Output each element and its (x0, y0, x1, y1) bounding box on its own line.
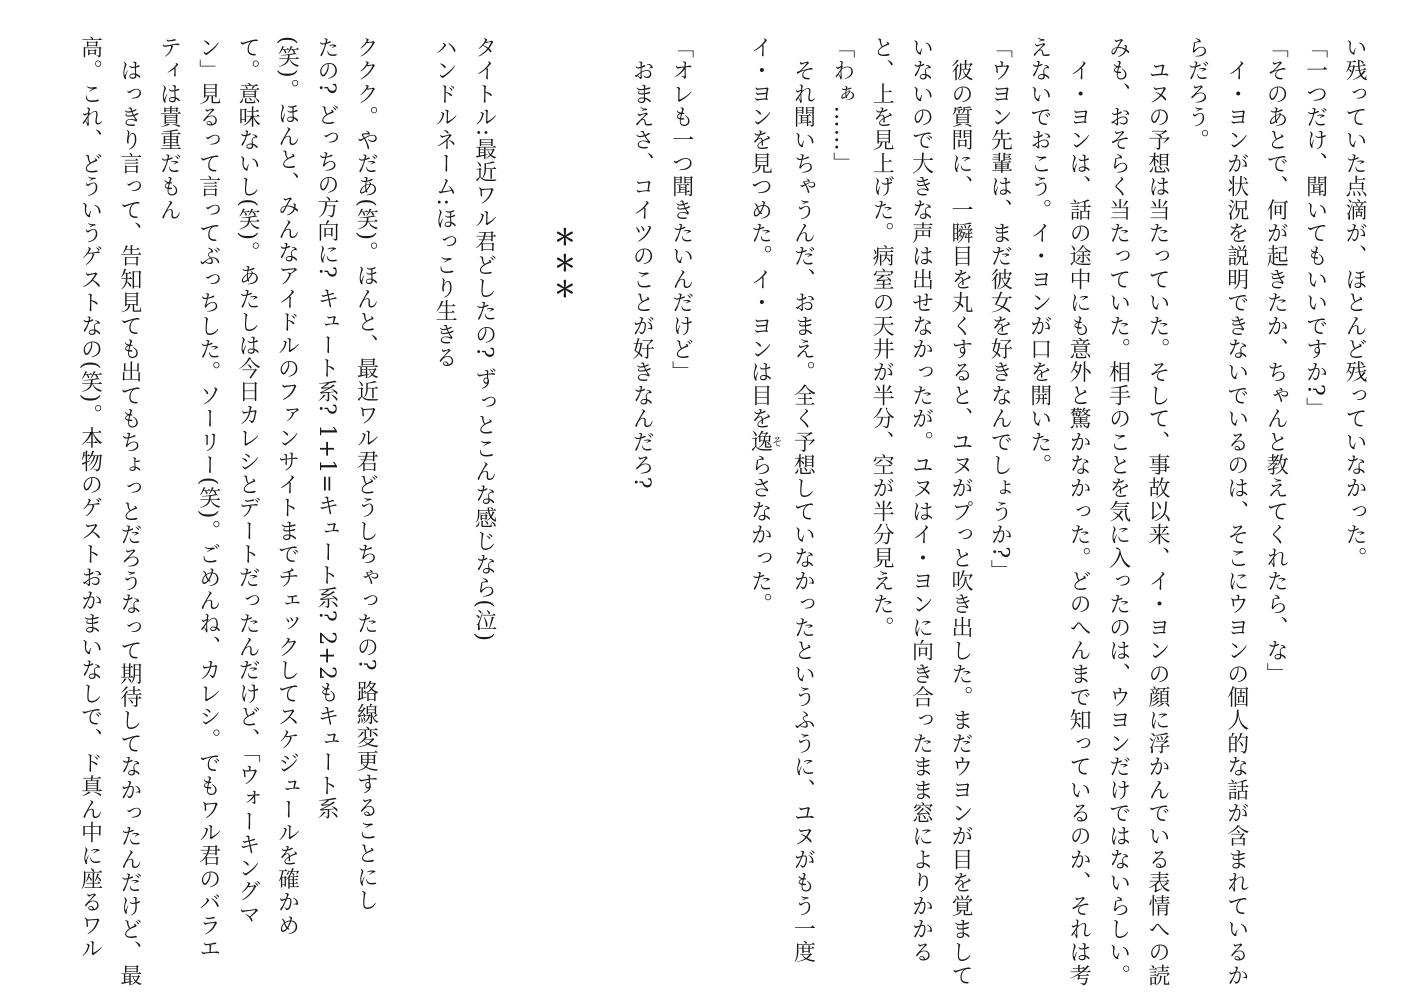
text-line-7: みも、おそらく当たっていた。相手のことを気に入ったのは、ウヨンだけではないらしい。 (1105, 36, 1131, 988)
section-separator: ＊＊＊ (550, 226, 577, 304)
text-line-12: いないので大きな声は出せなかったが。ユヌはイ・ヨンに向き合ったまま窓によりかかる (908, 36, 934, 964)
text-line-16 (740, 36, 783, 964)
text-line-16-b: らさなかった。 (747, 453, 773, 617)
post-line-6: ティは貴重だもん (156, 36, 182, 222)
text-line-8: イ・ヨンは、話の途中にも意外と驚かなかった。どのへんまで知っているのか、それは考 (1066, 36, 1092, 988)
post-line-5: ン」見るって言ってぶっちした。ソーリー(笑)。ごめんね、カレシ。でもワル君のバラエ (195, 36, 221, 961)
post-line-1: ククク。やだあ(笑)。ほんと、最近ワル君どうしちゃったの? 路線変更することにし (353, 36, 379, 912)
text-line-19: おまえさ、コイツのことが好きなんだろ? (629, 36, 655, 490)
blank-line (504, 36, 543, 964)
text-line-14: 「わぁ……」 (829, 36, 855, 176)
text-line-9: えないでおこう。イ・ヨンが口を開いた。 (1026, 36, 1052, 477)
text-line-15: それ聞いちゃうんだ、おまえ。全く予想していなかったというふうに、ユヌがもう一度 (790, 36, 816, 964)
text-line-5: らだろう。 (1184, 36, 1210, 152)
text-line-16-a: イ・ヨンを見つめた。イ・ヨンは目を (747, 36, 773, 431)
post-line-2: たの? どっちの方向に? キュート系? 1+1=キュート系? 2+2もキュート系 (313, 36, 339, 821)
post-line-4: て。意味ないし(笑)。あたしは今日カレシとデートだったんだけど、「ウォーキングマ (235, 36, 261, 927)
text-line-13: と、上を見上げた。病室の天井が半分、空が半分見えた。 (869, 36, 895, 640)
text-line-1: い残っていた点滴が、ほとんど残っていなかった。 (1342, 36, 1367, 570)
ruby-reading: そ (770, 430, 784, 454)
post-line-8: 高。これ、どういうゲストなの(笑)。本物のゲストおかまいなしで、ド真ん中に座るワル (77, 36, 103, 961)
post-line-7: はっきり言って、告知見ても出てもちょっとだろうなって期待してなかったんだけど、最 (116, 36, 142, 988)
post-title: タイトル:最近ワル君どしたの? ずっとこんな感じなら(泣) (471, 36, 497, 643)
text-line-4: イ・ヨンが状況を説明できないでいるのは、そこにウヨンの個人的な話が含まれているか (1223, 36, 1249, 988)
blank-line (582, 36, 621, 964)
blank-line (701, 36, 740, 964)
text-line-18: 「オレも一つ聞きたいんだけど」 (668, 36, 694, 384)
blank-line (385, 36, 424, 964)
post-line-3: (笑)。ほんと、みんなアイドルのファンサイトまでチェックしてスケジュールを確かめ (274, 36, 300, 938)
text-line-2: 「一つだけ、聞いてもいいですか?」 (1302, 36, 1328, 421)
text-line-6: ユヌの予想は当たっていた。そして、事故以来、イ・ヨンの顔に浮かんでいる表情への読 (1144, 36, 1170, 988)
text-line-3: 「そのあとで、何が起きたか、ちゃんと教えてくれたら、な」 (1263, 36, 1289, 686)
ruby-soras: 逸そ (747, 430, 784, 454)
text-line-10: 「ウヨン先輩は、まだ彼女を好きなんでしょうか?」 (987, 36, 1013, 583)
text-line-11: 彼の質問に、一瞬目を丸くすると、ユヌがプっと吹き出した。まだウヨンが目を覚まして (947, 36, 973, 988)
post-handle: ハンドルネーム:ほっこり生きる (432, 36, 458, 370)
